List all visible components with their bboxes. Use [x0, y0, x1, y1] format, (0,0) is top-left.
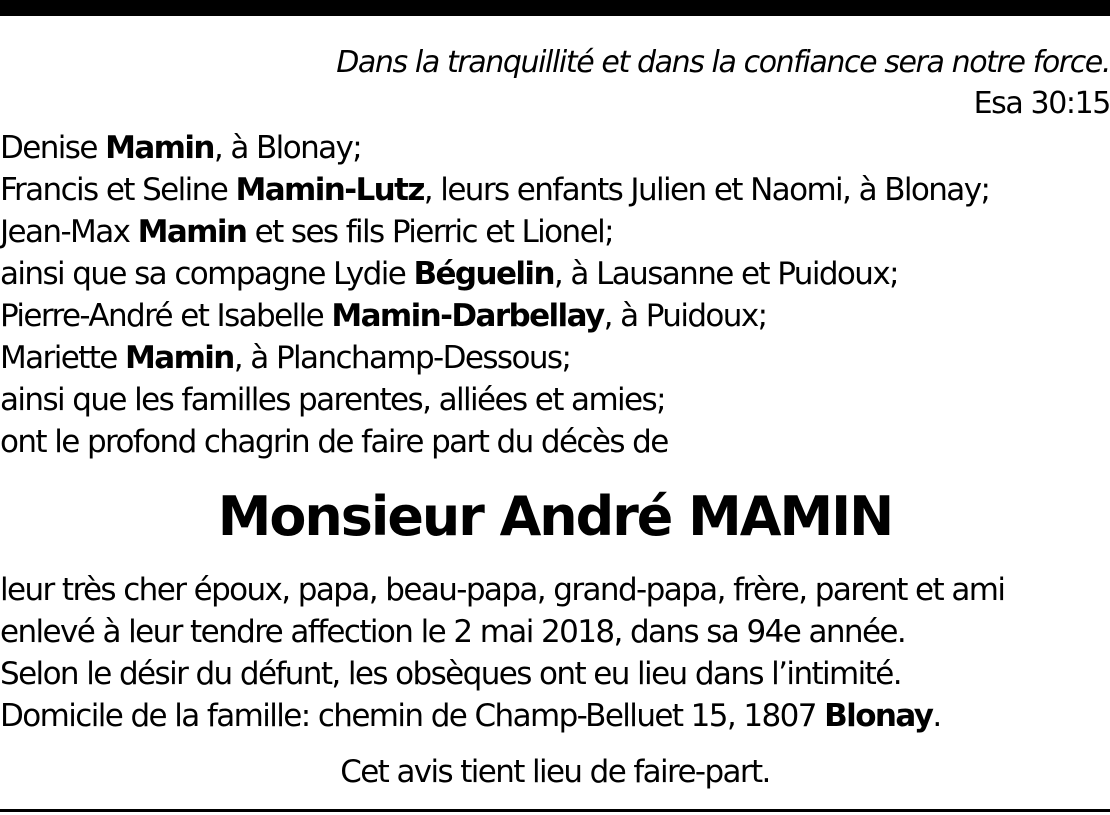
details-line-3: Selon le désir du défunt, les obsèques ont eu lieu dans l’intimité. [0, 656, 901, 692]
family-line-1: Denise Mamin, à Blonay; [0, 130, 362, 166]
details-line-1: leur très cher époux, papa, beau-papa, grand-papa, frère, parent et ami [0, 572, 1005, 608]
domicile-place: Blonay [824, 698, 933, 734]
epigraph-quote: Dans la tranquillité et dans la confiance sera notre force. [336, 45, 1110, 80]
family-line-4: ainsi que sa compagne Lydie Béguelin, à Lausanne et Puidoux; [0, 256, 898, 292]
family-name: Mamin [105, 130, 214, 166]
family-line-6: Mariette Mamin, à Planchamp-Dessous; [0, 340, 571, 376]
epigraph-reference: Esa 30:15 [973, 86, 1110, 121]
family-name: Mamin-Lutz [235, 172, 424, 208]
closing-note: Cet avis tient lieu de faire-part. [340, 754, 770, 790]
family-name: Mamin [137, 214, 247, 250]
deceased-name: Monsieur André MAMIN [217, 485, 893, 548]
family-line-5: Pierre-André et Isabelle Mamin-Darbellay, à Puidoux; [0, 298, 767, 334]
details-line-2: enlevé à leur tendre affection le 2 mai 2018, dans sa 94e année. [0, 614, 906, 650]
top-rule [0, 0, 1110, 16]
details-line-4: Domicile de la famille: chemin de Champ-Belluet 15, 1807 Blonay. [0, 698, 941, 734]
family-line-2: Francis et Seline Mamin-Lutz, leurs enfants Julien et Naomi, à Blonay; [0, 172, 990, 208]
family-line-7: ainsi que les familles parentes, alliées et amies; [0, 382, 665, 418]
family-line-8: ont le profond chagrin de faire part du décès de [0, 424, 668, 460]
family-name: Mamin-Darbellay [331, 298, 604, 334]
family-line-3: Jean-Max Mamin et ses fils Pierric et Lionel; [0, 214, 613, 250]
family-name: Béguelin [413, 256, 554, 292]
bottom-rule [0, 809, 1110, 812]
family-name: Mamin [125, 340, 234, 376]
